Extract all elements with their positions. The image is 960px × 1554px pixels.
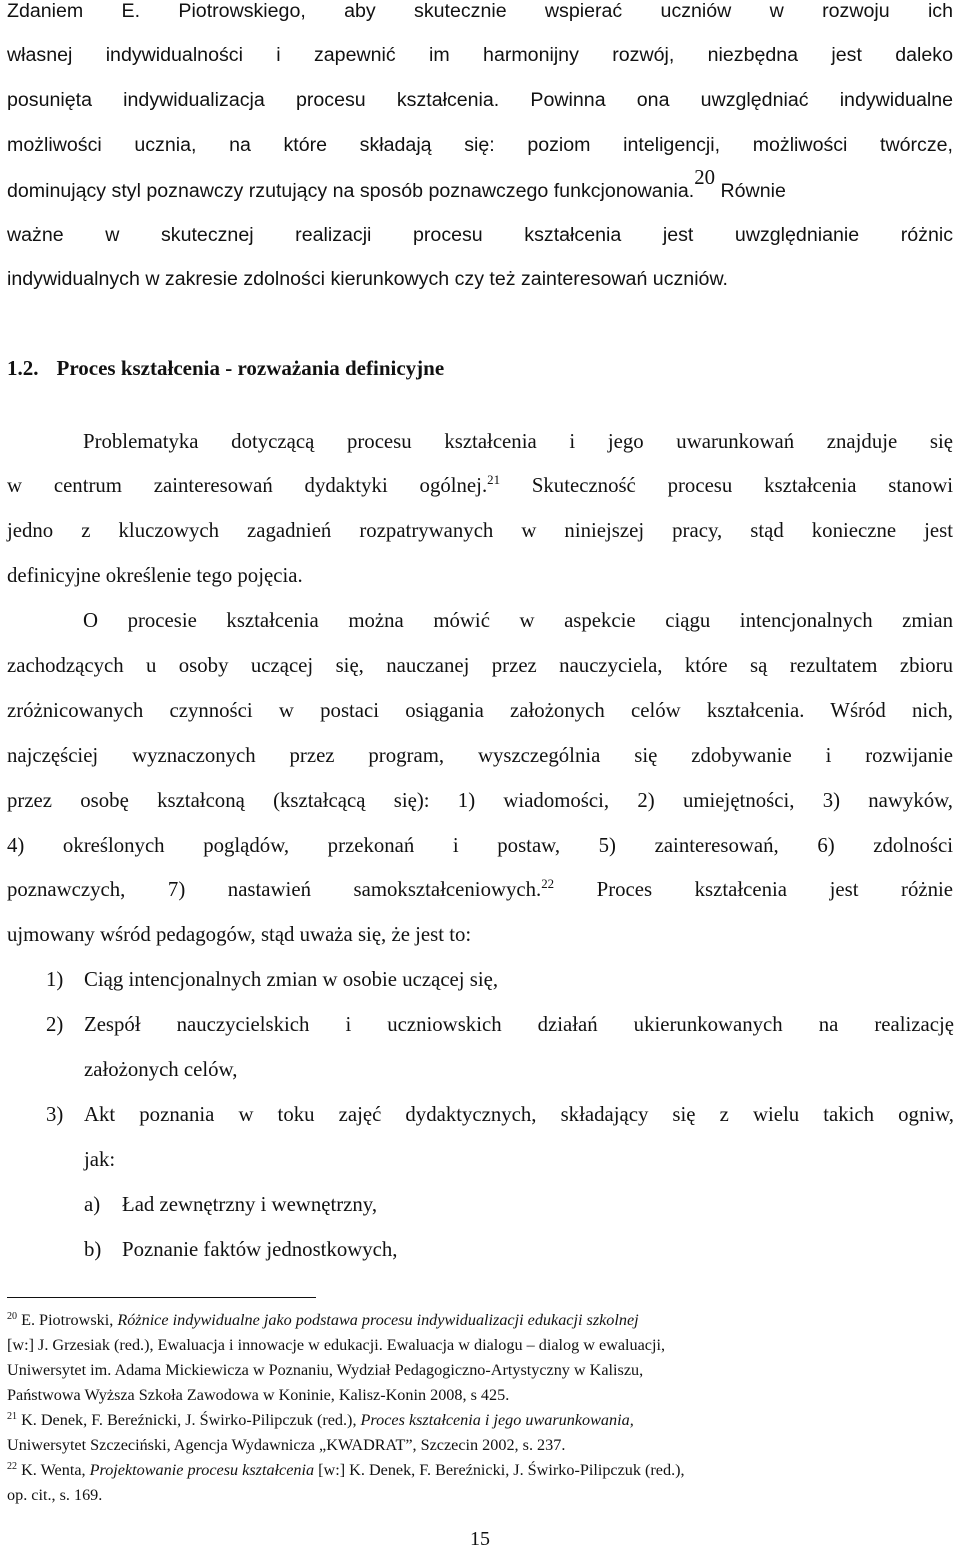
footnote-20 xyxy=(7,1311,639,1330)
list-number: 1) xyxy=(46,968,64,991)
text-segment: poznawczych, 7) nastawień samokształceniowych. xyxy=(7,878,542,901)
list-item-text: Ciąg intencjonalnych zmian w osobie uczącej się, xyxy=(84,968,499,991)
text-segment: E. Piotrowski, xyxy=(17,1311,118,1329)
footnote-ref: 20 xyxy=(694,166,716,189)
section-title: Proces kształcenia - rozważania definicyjne xyxy=(56,356,445,380)
list-item-continuation: jak: xyxy=(84,1148,116,1171)
paragraph-line xyxy=(7,878,953,902)
footnote-ref: 22 xyxy=(541,877,555,892)
paragraph-line: zróżnicowanych czynności w postaci osiągania założonych celów kształcenia. Wśród nich, xyxy=(7,699,953,722)
footnote-separator xyxy=(7,1297,316,1298)
footnote-21 xyxy=(7,1411,634,1430)
paragraph-line: jedno z kluczowych zagadnień rozpatrywanych w niniejszej pracy, stąd konieczne jest xyxy=(7,519,953,542)
sublist-letter: b) xyxy=(84,1238,102,1261)
section-number: 1.2. xyxy=(7,356,39,380)
sublist-item-text: Poznanie faktów jednostkowych, xyxy=(122,1238,398,1261)
footnote-line: op. cit., s. 169. xyxy=(7,1486,103,1504)
paragraph-line: możliwości ucznia, na które składają się: poziom inteligencji, możliwości twórcze, xyxy=(7,134,953,156)
text-segment: K. Wenta, xyxy=(17,1461,90,1479)
text-segment: Skuteczność procesu kształcenia stanowi xyxy=(500,474,953,497)
paragraph-line: przez osobę kształconą (kształcącą się): 1) wiadomości, 2) umiejętności, 3) nawyków, xyxy=(7,789,953,812)
page-number: 15 xyxy=(470,1528,490,1550)
paragraph-line xyxy=(7,474,953,498)
text-segment: Proces kształcenia jest różnie xyxy=(554,878,953,901)
list-item-text: Zespół nauczycielskich i uczniowskich działań ukierunkowanych na realizację xyxy=(84,1013,954,1036)
text-segment: [w:] K. Denek, F. Bereźnicki, J. Świrko-Pilipczuk (red.), xyxy=(314,1461,685,1479)
paragraph-line xyxy=(7,89,953,112)
footnote-line: [w:] J. Grzesiak (red.), Ewaluacja i innowacje w edukacji. Ewaluacja w dialogu – dialog w ewaluacji, xyxy=(7,1336,666,1354)
text-segment: Powinna ona uwzględniać indywidualne xyxy=(499,89,953,111)
list-item-text: Akt poznania w toku zajęć dydaktycznych, składający się z wielu takich ogniw, xyxy=(84,1103,954,1126)
text-segment: Równie xyxy=(715,179,786,202)
paragraph-line: Zdaniem E. Piotrowskiego, aby skutecznie wspierać uczniów w rozwoju ich xyxy=(7,0,953,22)
list-item-continuation: założonych celów, xyxy=(84,1058,238,1081)
footnote-line: Uniwersytet im. Adama Mickiewicza w Poznaniu, Wydział Pedagogiczno-Artystyczny w Kaliszu, xyxy=(7,1361,644,1379)
footnote-22 xyxy=(7,1461,685,1480)
section-heading xyxy=(7,356,444,381)
paragraph-line: 4) określonych poglądów, przekonań i postaw, 5) zainteresowań, 6) zdolności xyxy=(7,834,953,857)
footnote-title: Różnice indywidualne jako podstawa procesu indywidualizacji edukacji szkolnej xyxy=(117,1311,639,1329)
sublist-item-text: Ład zewnętrzny i wewnętrzny, xyxy=(122,1193,378,1216)
paragraph-line: O procesie kształcenia można mówić w aspekcie ciągu intencjonalnych zmian xyxy=(83,609,953,632)
paragraph-line: Problematyka dotyczącą procesu kształcenia i jego uwarunkowań znajduje się xyxy=(83,430,953,453)
footnote-ref: 21 xyxy=(487,473,501,488)
list-number: 3) xyxy=(46,1103,64,1126)
paragraph-line: ważne w skutecznej realizacji procesu kształcenia jest uwzględnianie różnic xyxy=(7,224,953,246)
paragraph-line: najczęściej wyznaczonych przez program, wyszczególnia się zdobywanie i rozwijanie xyxy=(7,744,953,767)
footnote-number: 21 xyxy=(7,1410,18,1422)
paragraph-line: definicyjne określenie tego pojęcia. xyxy=(7,564,303,587)
footnote-title: Projektowanie procesu kształcenia xyxy=(89,1461,315,1479)
footnote-line: Państwowa Wyższa Szkoła Zawodowa w Koninie, Kalisz-Konin 2008, s 425. xyxy=(7,1386,510,1404)
paragraph-line xyxy=(7,166,786,203)
footnote-number: 22 xyxy=(7,1460,18,1472)
footnote-title: Proces kształcenia i jego uwarunkowania, xyxy=(360,1411,634,1429)
paragraph-line: własnej indywidualności i zapewnić im harmonijny rozwój, niezbędna jest daleko xyxy=(7,44,953,66)
list-number: 2) xyxy=(46,1013,64,1036)
text-segment: posunięta indywidualizacja procesu kształcenia. xyxy=(7,89,500,111)
text-segment: K. Denek, F. Bereźnicki, J. Świrko-Pilipczuk (red.), xyxy=(17,1411,361,1429)
text-segment: w centrum zainteresowań dydaktyki ogólnej. xyxy=(7,474,488,497)
paragraph-line: zachodzących u osoby uczącej się, nauczanej przez nauczyciela, które są rezultatem zbioru xyxy=(7,654,953,677)
footnote-line: Uniwersytet Szczeciński, Agencja Wydawnicza „KWADRAT”, Szczecin 2002, s. 237. xyxy=(7,1436,566,1454)
paragraph-line: indywidualnych w zakresie zdolności kierunkowych czy też zainteresowań uczniów. xyxy=(7,268,728,290)
footnote-number: 20 xyxy=(7,1310,18,1322)
paragraph-line: ujmowany wśród pedagogów, stąd uważa się, że jest to: xyxy=(7,923,472,946)
sublist-letter: a) xyxy=(84,1193,101,1216)
text-segment: dominujący styl poznawczy rzutujący na sposób poznawczego funkcjonowania. xyxy=(7,179,695,202)
